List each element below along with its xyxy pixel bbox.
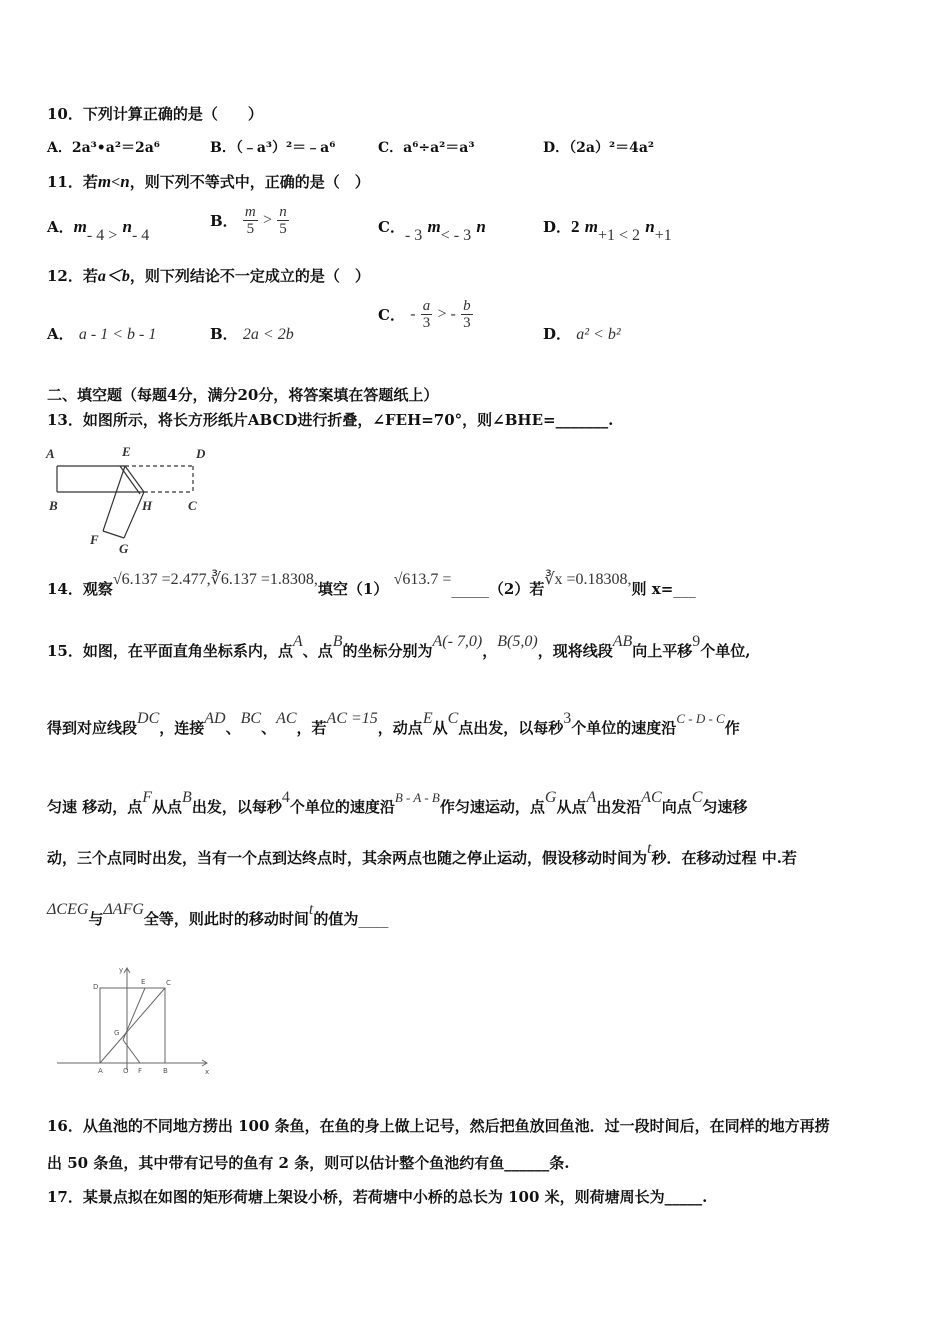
- fig-label-A: A: [98, 1067, 103, 1075]
- q10-option-c: C．a⁶÷a²＝a³: [378, 140, 475, 156]
- fig-label-G: G: [114, 1029, 120, 1037]
- q11-stem: 11．若m<n，则下列不等式中，正确的是（ ）: [47, 172, 370, 191]
- q13-stem: 13．如图所示，将长方形纸片ABCD进行折叠，∠FEH=70°，则∠BHE=_______.: [47, 411, 614, 429]
- label-E: E: [122, 444, 131, 459]
- q11-option-a: A．m- 4 > n- 4: [47, 217, 150, 244]
- q10-option-a: A．2a³•a²＝2a⁶: [47, 140, 160, 156]
- q12-option-d: D． a² < b²: [543, 325, 621, 343]
- q17-line-1: 17．某景点拟在如图的矩形荷塘上架设小桥，若荷塘中小桥的总长为 100 米，则荷塘周长为_____.: [47, 1188, 708, 1206]
- fig-label-F: F: [138, 1067, 143, 1075]
- q12-stem: 12．若a＜b，则下列结论不一定成立的是（ ）: [47, 267, 370, 285]
- fig-label-O: O: [123, 1067, 129, 1075]
- q11-option-b: B． $\frac{m}{5}$ > $\frac{n}{5}$: [210, 204, 287, 237]
- fig-label-D: D: [93, 983, 99, 991]
- label-H: H: [142, 498, 153, 513]
- q14-line: 14．观察√6.137 =2.477,∛6.137 =1.8308,填空（1） √613.7 =_____（2）若∛x =0.18308,则 x=___: [47, 571, 696, 598]
- q15-line-2: 得到对应线段DC，连接AD、BC、AC，若AC =15，动点E从C点出发，以每秒3个单位的速度沿C - D - C作: [47, 710, 740, 737]
- q12-option-c: C． - $\frac{a}{3}$ > - $\frac{b}{3}$: [378, 298, 471, 331]
- q10-option-b: B．（﹣a³）²＝﹣a⁶: [210, 140, 336, 156]
- section-heading: 二、填空题（每题4分，满分20分，将答案填在答题纸上）: [47, 386, 439, 404]
- q13-fold-figure: [40, 440, 220, 560]
- fig-label-C: C: [166, 979, 171, 987]
- label-F: F: [90, 532, 99, 547]
- q10-stem: 10．下列计算正确的是（ ）: [47, 105, 263, 123]
- label-D: D: [196, 446, 206, 461]
- q16-line-1: 16．从鱼池的不同地方捞出 100 条鱼，在鱼的身上做上记号，然后把鱼放回鱼池．过一段时间后，在同样的地方再捞: [47, 1117, 830, 1135]
- fig-label-E: E: [141, 978, 146, 986]
- q12-option-a: A． a - 1 < b - 1: [47, 325, 157, 343]
- fig-label-B: B: [163, 1067, 168, 1075]
- fig-label-y: y: [119, 966, 124, 974]
- q15-line-4: 动，三个点同时出发，当有一个点到达终点时，其余两点也随之停止运动，假设移动时间为t秒．在移动过程 中.若: [47, 840, 797, 867]
- label-G: G: [119, 541, 129, 556]
- q12-option-b: B． 2a < 2b: [210, 325, 294, 343]
- q15-line-5: ΔCEG与ΔAFG全等，则此时的移动时间t的值为____: [47, 901, 389, 928]
- q15-line-3: 匀速 移动，点F从点B出发，以每秒4个单位的速度沿B - A - B作匀速运动，点G从点A出发沿AC向点C匀速移: [47, 789, 748, 816]
- fig-label-x: x: [205, 1068, 210, 1076]
- q11-option-c: C．- 3 m< - 3 n: [378, 217, 486, 244]
- q16-line-2: 出 50 条鱼，其中带有记号的鱼有 2 条，则可以估计整个鱼池约有鱼______条.: [47, 1154, 570, 1172]
- q15-line-1: 15．如图，在平面直角坐标系内，点A、点B的坐标分别为A(- 7,0)，B(5,0)，现将线段AB向上平移9个单位,: [47, 633, 751, 660]
- q15-coordinate-figure: [55, 960, 220, 1080]
- label-C: C: [188, 498, 197, 513]
- q10-option-d: D．（2a）²＝4a²: [543, 140, 655, 156]
- label-A: A: [46, 446, 55, 461]
- label-B: B: [49, 498, 58, 513]
- q11-option-d: D．2 m+1 < 2 n+1: [543, 217, 672, 244]
